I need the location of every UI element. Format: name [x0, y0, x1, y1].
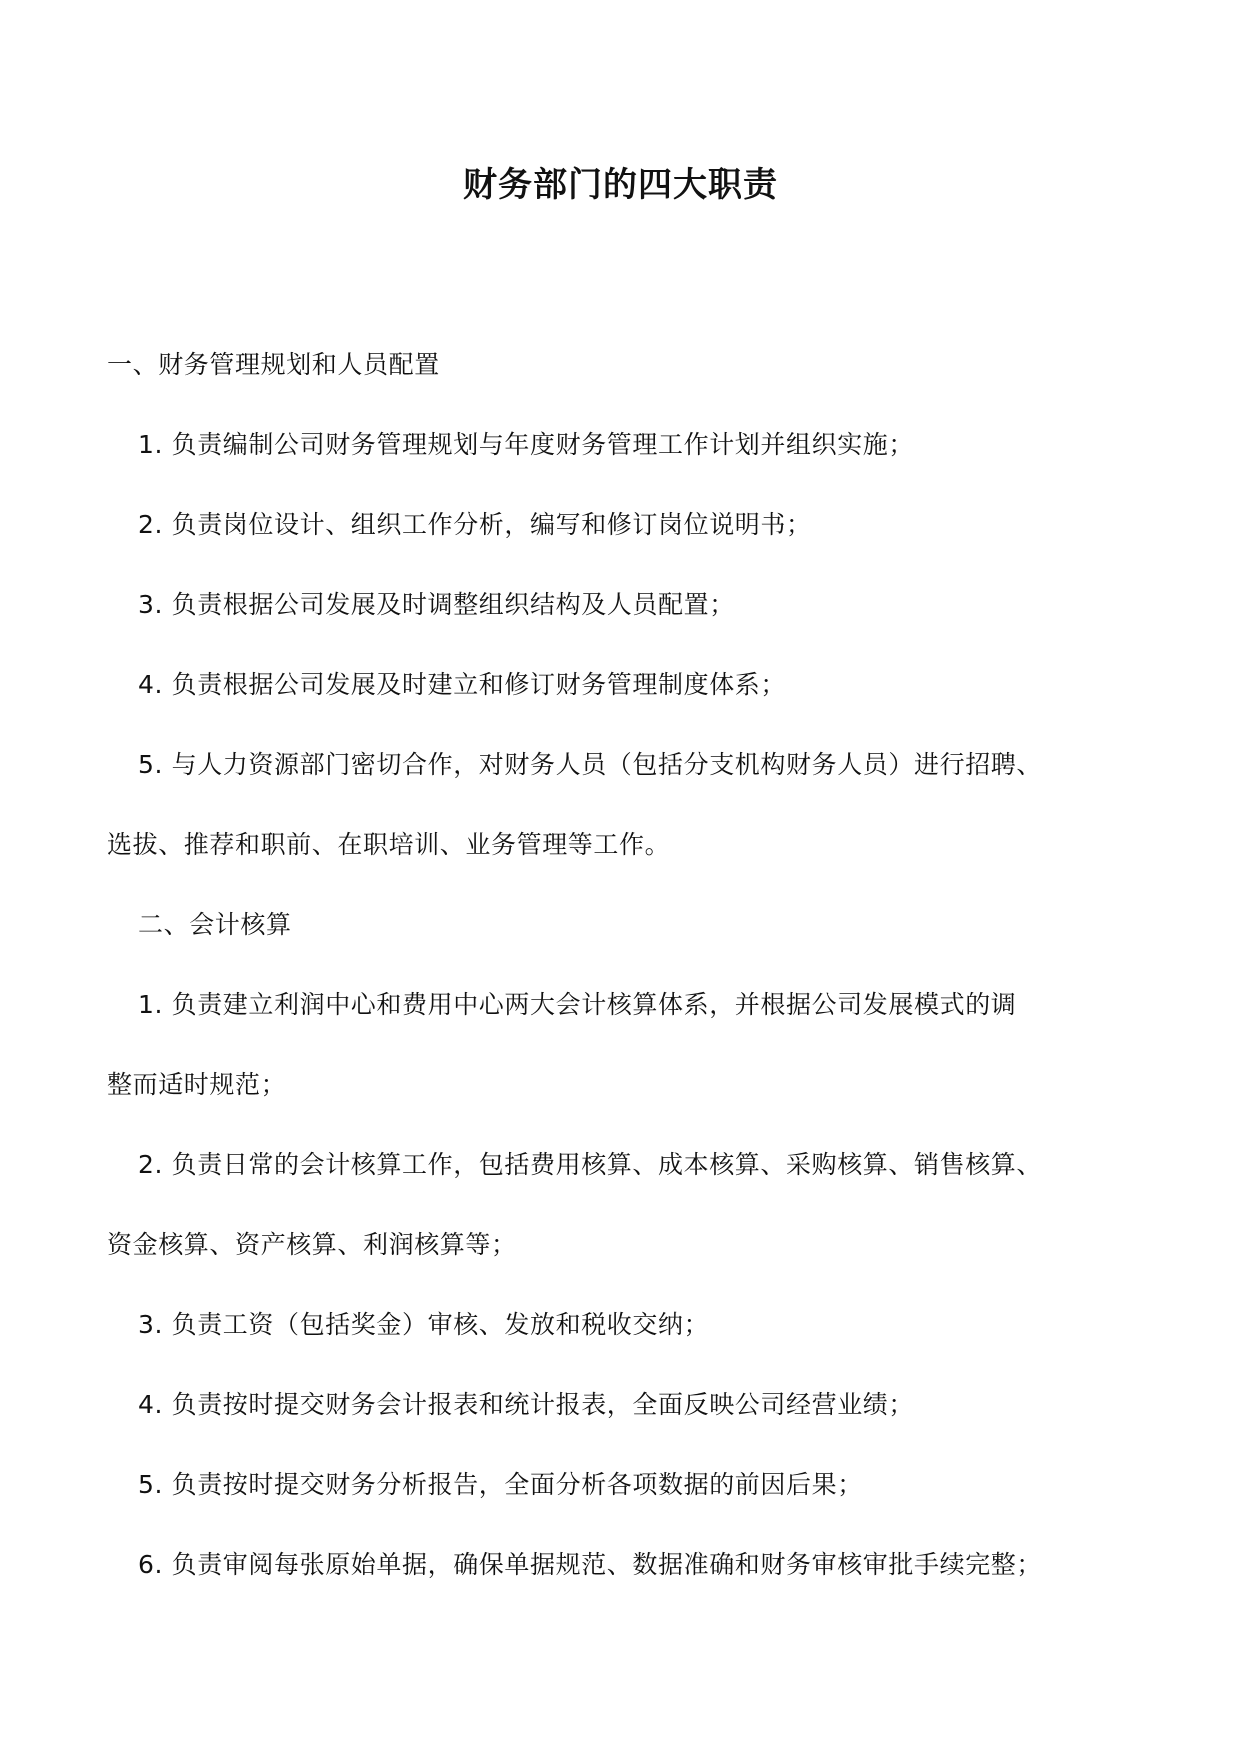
section-2-item-5: 5. 负责按时提交财务分析报告，全面分析各项数据的前因后果； — [138, 1470, 863, 1499]
document-title: 财务部门的四大职责 — [463, 165, 778, 205]
section-1-item-1: 1. 负责编制公司财务管理规划与年度财务管理工作计划并组织实施； — [138, 430, 915, 459]
section-2-item-2: 2. 负责日常的会计核算工作，包括费用核算、成本核算、采购核算、销售核算、 — [138, 1150, 1043, 1179]
section-1-item-5: 5. 与人力资源部门密切合作，对财务人员（包括分支机构财务人员）进行招聘、 — [138, 750, 1043, 779]
section-heading-2: 二、会计核算 — [138, 910, 292, 939]
section-2-item-6: 6. 负责审阅每张原始单据，确保单据规范、数据准确和财务审核审批手续完整； — [138, 1550, 1043, 1579]
section-1-item-2: 2. 负责岗位设计、组织工作分析，编写和修订岗位说明书； — [138, 510, 812, 539]
section-2-item-1: 1. 负责建立利润中心和费用中心两大会计核算体系，并根据公司发展模式的调 — [138, 990, 1017, 1019]
section-1-item-4: 4. 负责根据公司发展及时建立和修订财务管理制度体系； — [138, 670, 787, 699]
section-2-item-1-cont: 整而适时规范； — [107, 1070, 287, 1099]
section-2-item-3: 3. 负责工资（包括奖金）审核、发放和税收交纳； — [138, 1310, 710, 1339]
section-heading-1: 一、财务管理规划和人员配置 — [107, 350, 440, 379]
section-1-item-3: 3. 负责根据公司发展及时调整组织结构及人员配置； — [138, 590, 735, 619]
section-2-item-2-cont: 资金核算、资产核算、利润核算等； — [107, 1230, 517, 1259]
section-2-item-4: 4. 负责按时提交财务会计报表和统计报表，全面反映公司经营业绩； — [138, 1390, 915, 1419]
section-1-item-5-cont: 选拔、推荐和职前、在职培训、业务管理等工作。 — [107, 830, 671, 859]
